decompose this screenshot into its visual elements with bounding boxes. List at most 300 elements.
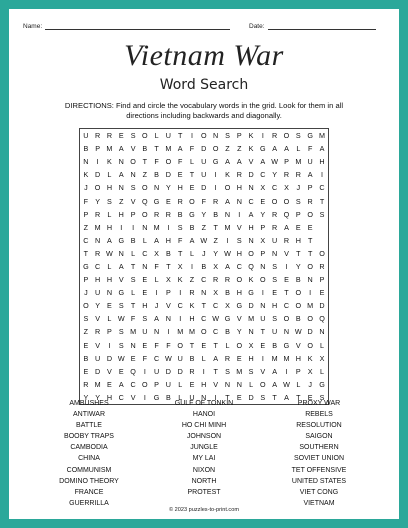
grid-letter[interactable]: L [131,248,136,258]
grid-letter[interactable]: E [142,340,148,350]
grid-letter[interactable]: F [178,157,183,167]
grid-letter[interactable]: Y [213,248,219,258]
grid-letter[interactable]: V [130,392,136,402]
grid-letter[interactable]: H [106,183,113,193]
grid-letter[interactable]: U [272,327,278,337]
grid-letter[interactable]: N [95,235,101,245]
grid-letter[interactable]: J [84,183,88,193]
grid-letter[interactable]: Y [201,209,207,219]
grid-letter[interactable]: T [213,340,218,350]
grid-letter[interactable]: T [296,248,301,258]
grid-letter[interactable]: I [179,288,182,298]
grid-letter[interactable]: V [213,379,219,389]
grid-letter[interactable]: X [165,275,171,285]
grid-letter[interactable]: G [283,340,290,350]
grid-letter[interactable]: V [95,314,100,324]
grid-letter[interactable]: A [236,157,242,167]
grid-letter[interactable]: F [83,196,89,206]
grid-letter[interactable]: O [319,248,325,258]
grid-letter[interactable]: N [248,235,254,245]
grid-letter[interactable]: R [224,275,231,285]
grid-letter[interactable]: X [213,288,219,298]
grid-letter[interactable]: V [95,340,100,350]
grid-letter[interactable]: E [260,196,266,206]
grid-letter[interactable]: G [83,261,89,271]
grid-letter[interactable]: M [319,131,325,141]
grid-letter[interactable]: L [189,248,194,258]
grid-letter[interactable]: T [319,196,325,206]
grid-letter[interactable]: Y [83,392,89,402]
grid-letter[interactable]: N [142,261,148,271]
grid-letter[interactable]: O [189,196,195,206]
grid-letter[interactable]: E [107,301,112,311]
grid-letter[interactable]: E [272,288,277,298]
grid-letter[interactable]: S [225,366,230,376]
grid-letter[interactable]: O [283,314,290,324]
grid-letter[interactable]: S [130,183,136,193]
grid-letter[interactable]: E [130,353,136,363]
grid-letter[interactable]: T [213,366,218,376]
grid-letter[interactable]: J [308,379,312,389]
grid-letter[interactable]: C [260,170,266,180]
grid-letter[interactable]: I [190,131,193,141]
grid-letter[interactable]: G [189,209,195,219]
grid-letter[interactable]: I [238,209,241,219]
grid-letter[interactable]: A [307,170,313,180]
grid-letter[interactable]: K [83,170,89,180]
grid-letter[interactable]: E [165,196,171,206]
grid-letter[interactable]: O [94,183,101,193]
grid-letter[interactable]: N [224,209,231,219]
grid-letter[interactable]: G [248,288,254,298]
grid-letter[interactable]: I [285,366,288,376]
date-line[interactable] [268,23,376,30]
grid-letter[interactable]: F [201,196,206,206]
grid-letter[interactable]: C [213,301,219,311]
grid-letter[interactable]: O [283,131,290,141]
grid-letter[interactable]: O [295,288,302,298]
grid-letter[interactable]: M [295,157,302,167]
grid-letter[interactable]: S [130,131,136,141]
grid-letter[interactable]: I [214,183,217,193]
grid-letter[interactable]: M [271,353,278,363]
grid-letter[interactable]: N [201,288,207,298]
grid-letter[interactable]: P [130,209,136,219]
grid-letter[interactable]: H [106,275,113,285]
grid-letter[interactable]: G [153,392,160,402]
grid-letter[interactable]: Y [272,170,277,180]
grid-letter[interactable]: I [143,392,146,402]
grid-letter[interactable]: C [319,183,325,193]
name-line[interactable] [45,23,230,30]
grid-letter[interactable]: Z [83,327,89,337]
grid-letter[interactable]: Y [95,392,100,402]
grid-letter[interactable]: K [248,131,254,141]
grid-letter[interactable]: B [154,170,159,180]
grid-letter[interactable]: D [307,327,313,337]
grid-letter[interactable]: S [272,314,277,324]
grid-letter[interactable]: G [118,288,125,298]
grid-letter[interactable]: L [320,366,324,376]
grid-letter[interactable]: L [296,379,301,389]
grid-letter[interactable]: O [142,209,148,219]
grid-letter[interactable]: V [248,157,254,167]
grid-letter[interactable]: A [213,353,219,363]
grid-letter[interactable]: I [285,261,288,271]
grid-letter[interactable]: A [154,314,159,324]
grid-letter[interactable]: O [271,196,278,206]
grid-letter[interactable]: F [130,314,136,324]
grid-letter[interactable]: H [106,392,113,402]
grid-letter[interactable]: O [130,157,136,167]
grid-letter[interactable]: R [189,366,195,376]
grid-letter[interactable]: S [319,209,325,219]
grid-letter[interactable]: V [236,222,242,232]
grid-letter[interactable]: P [83,209,89,219]
grid-letter[interactable]: K [307,353,313,363]
grid-letter[interactable]: N [118,248,124,258]
grid-letter[interactable]: A [272,366,277,376]
grid-letter[interactable]: F [307,144,313,154]
grid-letter[interactable]: N [236,379,242,389]
grid-letter[interactable]: M [188,327,195,337]
grid-letter[interactable]: Z [119,196,124,206]
grid-letter[interactable]: H [189,314,195,324]
grid-letter[interactable]: C [201,275,207,285]
grid-letter[interactable]: G [153,196,160,206]
grid-letter[interactable]: S [248,366,254,376]
grid-letter[interactable]: J [201,248,206,258]
grid-letter[interactable]: N [118,157,124,167]
grid-letter[interactable]: X [260,183,266,193]
grid-letter[interactable]: T [296,392,301,402]
grid-letter[interactable]: I [202,366,205,376]
grid-letter[interactable]: T [130,301,136,311]
grid-letter[interactable]: I [120,222,123,232]
grid-letter[interactable]: B [142,144,148,154]
grid-letter[interactable]: A [284,222,289,232]
grid-letter[interactable]: R [189,288,195,298]
grid-letter[interactable]: D [201,144,207,154]
grid-letter[interactable]: N [201,392,207,402]
grid-letter[interactable]: H [295,353,301,363]
grid-letter[interactable]: T [225,392,230,402]
grid-letter[interactable]: X [225,301,230,311]
grid-letter[interactable]: E [307,222,313,232]
grid-letter[interactable]: V [284,248,289,258]
grid-letter[interactable]: R [165,209,171,219]
grid-letter[interactable]: L [249,379,254,389]
grid-letter[interactable]: R [83,379,89,389]
grid-letter[interactable]: K [177,275,183,285]
grid-letter[interactable]: T [154,144,159,154]
grid-letter[interactable]: T [178,131,183,141]
grid-letter[interactable]: K [189,301,195,311]
grid-letter[interactable]: N [236,196,242,206]
grid-letter[interactable]: G [307,131,313,141]
grid-letter[interactable]: B [213,209,219,219]
grid-letter[interactable]: R [95,248,101,258]
grid-letter[interactable]: B [225,288,230,298]
grid-letter[interactable]: L [107,209,112,219]
grid-letter[interactable]: C [283,301,290,311]
grid-letter[interactable]: E [118,366,124,376]
grid-letter[interactable]: L [320,340,324,350]
grid-letter[interactable]: O [283,196,290,206]
grid-letter[interactable]: T [142,157,148,167]
grid-letter[interactable]: F [142,353,148,363]
grid-letter[interactable]: U [272,235,278,245]
grid-letter[interactable]: R [295,170,301,180]
grid-letter[interactable]: C [213,327,219,337]
grid-letter[interactable]: H [236,288,242,298]
grid-letter[interactable]: A [225,261,230,271]
grid-letter[interactable]: U [201,170,207,180]
grid-letter[interactable]: O [165,157,172,167]
grid-letter[interactable]: L [225,340,230,350]
grid-letter[interactable]: A [154,235,159,245]
grid-letter[interactable]: C [83,235,89,245]
grid-letter[interactable]: P [295,366,301,376]
grid-letter[interactable]: L [178,392,183,402]
grid-letter[interactable]: B [225,327,230,337]
grid-letter[interactable]: Q [248,261,254,271]
grid-letter[interactable]: J [296,183,301,193]
grid-letter[interactable]: T [178,248,183,258]
grid-letter[interactable]: Z [189,275,195,285]
grid-letter[interactable]: O [142,183,148,193]
grid-letter[interactable]: R [213,196,219,206]
grid-letter[interactable]: T [307,235,313,245]
grid-letter[interactable]: V [130,144,136,154]
grid-letter[interactable]: Q [283,209,290,219]
grid-letter[interactable]: E [189,183,195,193]
grid-letter[interactable]: R [319,261,325,271]
grid-letter[interactable]: S [107,196,112,206]
grid-letter[interactable]: S [83,314,89,324]
grid-letter[interactable]: M [106,144,113,154]
grid-letter[interactable]: O [307,209,313,219]
grid-letter[interactable]: X [248,340,254,350]
grid-letter[interactable]: N [153,327,160,337]
grid-letter[interactable]: I [108,340,111,350]
grid-letter[interactable]: N [283,327,290,337]
grid-letter[interactable]: R [283,235,290,245]
grid-letter[interactable]: E [236,353,242,363]
grid-letter[interactable]: A [189,235,195,245]
grid-letter[interactable]: S [272,261,277,271]
grid-letter[interactable]: H [142,301,148,311]
grid-letter[interactable]: D [201,183,207,193]
grid-letter[interactable]: T [272,392,277,402]
grid-letter[interactable]: C [272,183,278,193]
grid-letter[interactable]: T [284,288,289,298]
grid-letter[interactable]: M [224,222,231,232]
grid-letter[interactable]: E [260,340,266,350]
grid-letter[interactable]: S [225,131,230,141]
grid-letter[interactable]: A [272,379,277,389]
grid-letter[interactable]: H [177,183,183,193]
grid-letter[interactable]: A [225,196,230,206]
grid-letter[interactable]: M [94,379,101,389]
grid-letter[interactable]: W [283,379,290,389]
grid-letter[interactable]: A [284,144,289,154]
grid-letter[interactable]: O [307,340,313,350]
grid-letter[interactable]: L [189,157,194,167]
grid-letter[interactable]: A [118,379,124,389]
grid-letter[interactable]: T [307,248,313,258]
grid-letter[interactable]: J [154,301,159,311]
grid-letter[interactable]: Z [237,144,242,154]
grid-letter[interactable]: C [142,248,148,258]
grid-letter[interactable]: B [295,275,301,285]
grid-letter[interactable]: W [224,248,231,258]
grid-letter[interactable]: B [83,144,89,154]
grid-letter[interactable]: U [177,353,183,363]
grid-letter[interactable]: O [177,340,183,350]
grid-letter[interactable]: C [236,261,242,271]
grid-letter[interactable]: J [84,288,88,298]
grid-letter[interactable]: Y [165,183,171,193]
grid-letter[interactable]: X [177,261,183,271]
grid-letter[interactable]: L [131,288,136,298]
grid-letter[interactable]: Q [130,366,136,376]
grid-letter[interactable]: A [284,392,289,402]
grid-letter[interactable]: B [83,353,89,363]
grid-letter[interactable]: P [295,209,301,219]
grid-letter[interactable]: F [154,261,159,271]
grid-letter[interactable]: V [260,366,266,376]
grid-letter[interactable]: A [260,157,266,167]
grid-letter[interactable]: A [107,235,112,245]
grid-letter[interactable]: I [214,392,217,402]
grid-letter[interactable]: C [118,392,124,402]
grid-letter[interactable]: E [83,340,89,350]
grid-letter[interactable]: I [132,222,135,232]
grid-letter[interactable]: L [178,379,183,389]
grid-letter[interactable]: D [95,170,101,180]
grid-letter[interactable]: H [272,301,278,311]
grid-letter[interactable]: M [130,327,137,337]
grid-letter[interactable]: W [212,314,220,324]
grid-letter[interactable]: S [177,222,183,232]
grid-letter[interactable]: Y [260,209,266,219]
grid-letter[interactable]: X [307,366,313,376]
grid-letter[interactable]: W [117,314,125,324]
grid-letter[interactable]: O [236,275,243,285]
grid-letter[interactable]: R [153,209,160,219]
grid-letter[interactable]: B [165,392,171,402]
grid-letter[interactable]: K [107,157,112,167]
grid-letter[interactable]: N [248,183,254,193]
grid-letter[interactable]: I [226,235,229,245]
grid-letter[interactable]: L [296,144,301,154]
grid-letter[interactable]: Y [236,327,242,337]
grid-letter[interactable]: W [106,248,113,258]
grid-letter[interactable]: Z [83,222,89,232]
grid-letter[interactable]: H [95,275,101,285]
grid-letter[interactable]: G [260,144,266,154]
grid-letter[interactable]: P [319,275,325,285]
grid-letter[interactable]: H [201,379,207,389]
grid-letter[interactable]: G [212,157,219,167]
grid-letter[interactable]: B [177,209,183,219]
grid-letter[interactable]: B [189,353,195,363]
grid-letter[interactable]: V [165,301,171,311]
grid-letter[interactable]: N [224,379,231,389]
grid-letter[interactable]: L [107,261,112,271]
grid-letter[interactable]: R [283,170,290,180]
grid-letter[interactable]: O [307,261,313,271]
grid-letter[interactable]: T [189,340,195,350]
grid-letter[interactable]: O [236,340,243,350]
grid-letter[interactable]: U [153,366,160,376]
grid-letter[interactable]: E [177,170,183,180]
grid-letter[interactable]: D [165,366,171,376]
grid-letter[interactable]: C [153,353,160,363]
grid-letter[interactable]: E [83,366,89,376]
grid-letter[interactable]: F [166,340,171,350]
grid-letter[interactable]: E [319,288,325,298]
grid-letter[interactable]: W [271,157,278,167]
grid-letter[interactable]: V [107,366,112,376]
grid-letter[interactable]: X [284,183,289,193]
grid-letter[interactable]: E [107,379,112,389]
grid-letter[interactable]: M [248,314,255,324]
grid-letter[interactable]: M [165,144,172,154]
grid-letter[interactable]: I [167,327,170,337]
grid-letter[interactable]: H [295,235,301,245]
grid-letter[interactable]: W [294,327,302,337]
grid-letter[interactable]: O [260,275,266,285]
grid-letter[interactable]: Y [95,196,100,206]
grid-letter[interactable]: K [248,275,254,285]
grid-letter[interactable]: D [165,170,171,180]
grid-letter[interactable]: A [319,144,325,154]
grid-letter[interactable]: R [106,131,113,141]
grid-letter[interactable]: E [118,131,124,141]
grid-letter[interactable]: Y [95,301,100,311]
grid-letter[interactable]: L [107,170,112,180]
grid-letter[interactable]: B [295,314,301,324]
grid-letter[interactable]: E [236,392,242,402]
grid-letter[interactable]: A [225,157,230,167]
grid-letter[interactable]: V [236,314,242,324]
grid-letter[interactable]: T [130,261,136,271]
grid-letter[interactable]: R [307,196,313,206]
grid-letter[interactable]: I [179,314,182,324]
grid-letter[interactable]: L [201,353,206,363]
grid-letter[interactable]: M [307,301,314,311]
grid-letter[interactable]: M [153,222,160,232]
grid-letter[interactable]: T [189,170,195,180]
grid-letter[interactable]: O [295,301,302,311]
grid-letter[interactable]: O [260,379,266,389]
name-field[interactable] [23,23,230,30]
grid-letter[interactable]: M [283,353,290,363]
grid-letter[interactable]: E [189,379,195,389]
grid-letter[interactable]: X [319,353,325,363]
grid-letter[interactable]: D [248,301,254,311]
grid-letter[interactable]: S [118,301,124,311]
grid-letter[interactable]: P [154,379,159,389]
grid-letter[interactable]: U [165,379,171,389]
grid-letter[interactable]: X [154,248,159,258]
grid-letter[interactable]: X [213,261,219,271]
grid-letter[interactable]: U [201,157,207,167]
grid-letter[interactable]: Z [213,235,218,245]
grid-letter[interactable]: C [177,301,183,311]
